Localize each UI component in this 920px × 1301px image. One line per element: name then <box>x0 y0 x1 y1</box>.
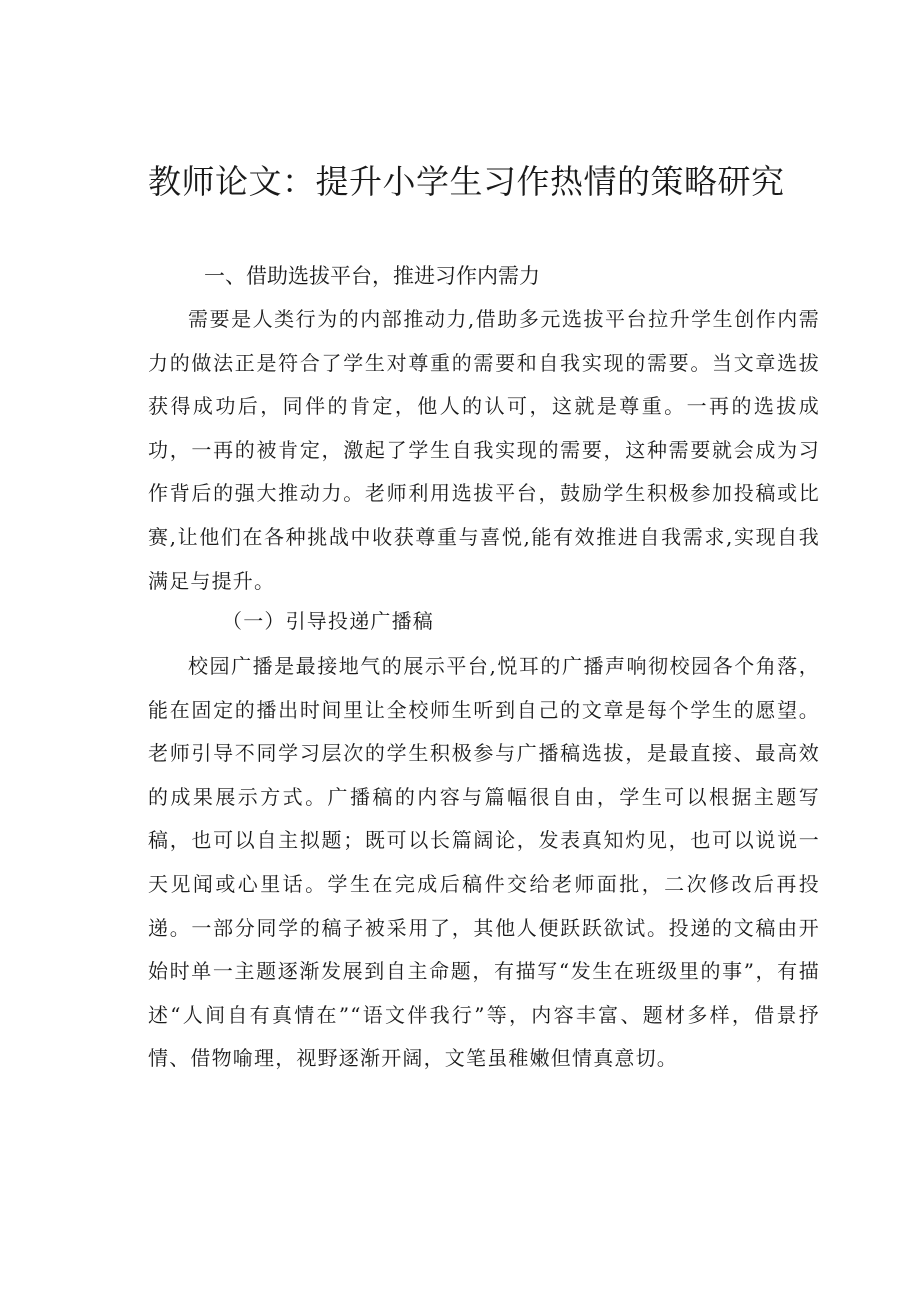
section-heading: 一、借助选拔平台，推进习作内需力 <box>204 264 540 288</box>
body-paragraph: 校园广播是最接地气的展示平台,悦耳的广播声响彻校园各个角落，能在固定的播出时间里让全校师生听到自己的文章是每个学生的愿望。老师引导不同学习层次的学生积极参与广播稿选拔，是最直接、最高效的成果展示方式。广播稿的内容与篇幅很自由，学生可以根据主题写稿，也可以自主拟题；既可以长篇阔论，发表真知灼见，也可以说说一天见闻或心里话。学生在完成后稿件交给老师面批，二次修改后再投递。一部分同学的稿子被采用了，其他人便跃跃欲试。投递的文稿由开始时单一主题逐渐发展到自主命题，有描写“发生在班级里的事”，有描述“人间自有真情在”“语文伴我行”等，内容丰富、题材多样，借景抒情、借物喻理，视野逐渐开阔，文笔虽稚嫩但情真意切。 <box>148 654 820 1071</box>
subsection-heading: （一）引导投递广播稿 <box>222 609 434 633</box>
body-paragraph: 需要是人类行为的内部推动力,借助多元选拔平台拉升学生创作内需力的做法正是符合了学生对尊重的需要和自我实现的需要。当文章选拔获得成功后，同伴的肯定，他人的认可，这就是尊重。一再的选拔成功，一再的被肯定，激起了学生自我实现的需要，这种需要就会成为习作背后的强大推动力。老师利用选拔平台，鼓励学生积极参加投稿或比赛,让他们在各种挑战中收获尊重与喜悦,能有效推进自我需求,实现自我满足与提升。 <box>148 307 820 593</box>
document-title: 教师论文：提升小学生习作热情的策略研究 <box>148 162 785 201</box>
